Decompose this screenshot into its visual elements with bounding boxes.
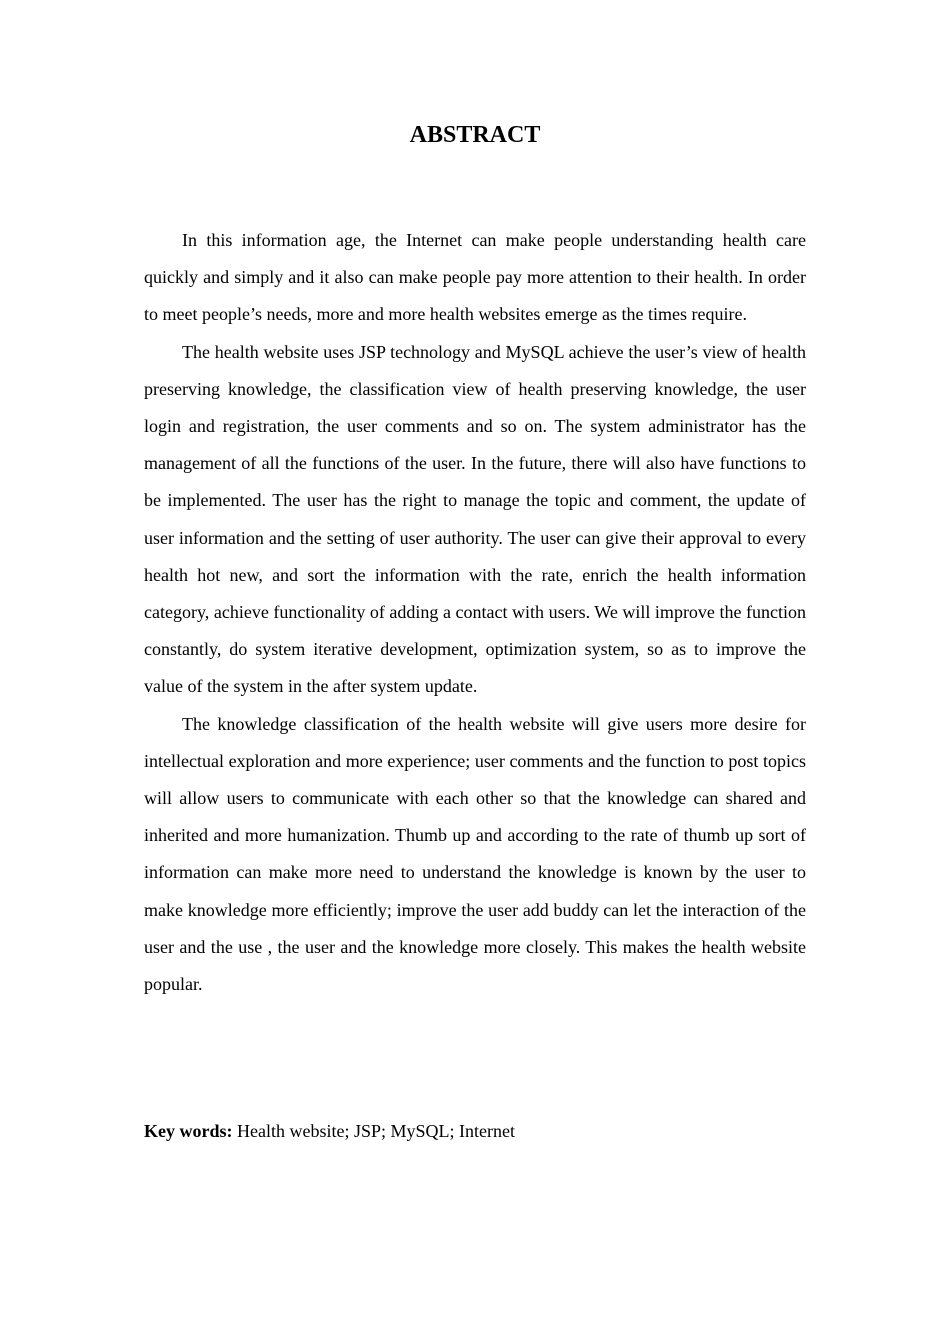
abstract-body — [144, 222, 806, 1003]
keywords-label: Key words: — [144, 1121, 233, 1141]
abstract-paragraph-2: The health website uses JSP technology and MySQL achieve the user’s view of health preserving knowledge, the classification view of health preserving knowledge, the user login and registration, the user comments and so on. The system administrator has the management of all the functions of the user. In the future, there will also have functions to be implemented. The user has the right to manage the topic and comment, the update of user information and the setting of user authority. The user can give their approval to every health hot new, and sort the information with the rate, enrich the health information category, achieve functionality of adding a contact with users. We will improve the function constantly, do system iterative development, optimization system, so as to improve the value of the system in the after system update. — [144, 341, 806, 697]
keywords-line — [144, 1113, 806, 1150]
abstract-title: ABSTRACT — [409, 122, 541, 148]
abstract-paragraph-3: The knowledge classification of the health website will give users more desire for intellectual exploration and more experience; user comments and the function to post topics will allow users to communicate with each other so that the knowledge can shared and inherited and more humanization. Thumb up and according to the rate of thumb up sort of information can make more need to understand the knowledge is known by the user to make knowledge more efficiently; improve the user add buddy can let the interaction of the user and the use , the user and the knowledge more closely. This makes the health website popular. — [144, 713, 806, 995]
keywords-value: Health website; JSP; MySQL; Internet — [237, 1121, 515, 1141]
abstract-paragraph-1: In this information age, the Internet can make people understanding health care quickly and simply and it also can make people pay more attention to their health. In order to meet people’s needs, more and more health websites emerge as the times require. — [144, 230, 806, 325]
